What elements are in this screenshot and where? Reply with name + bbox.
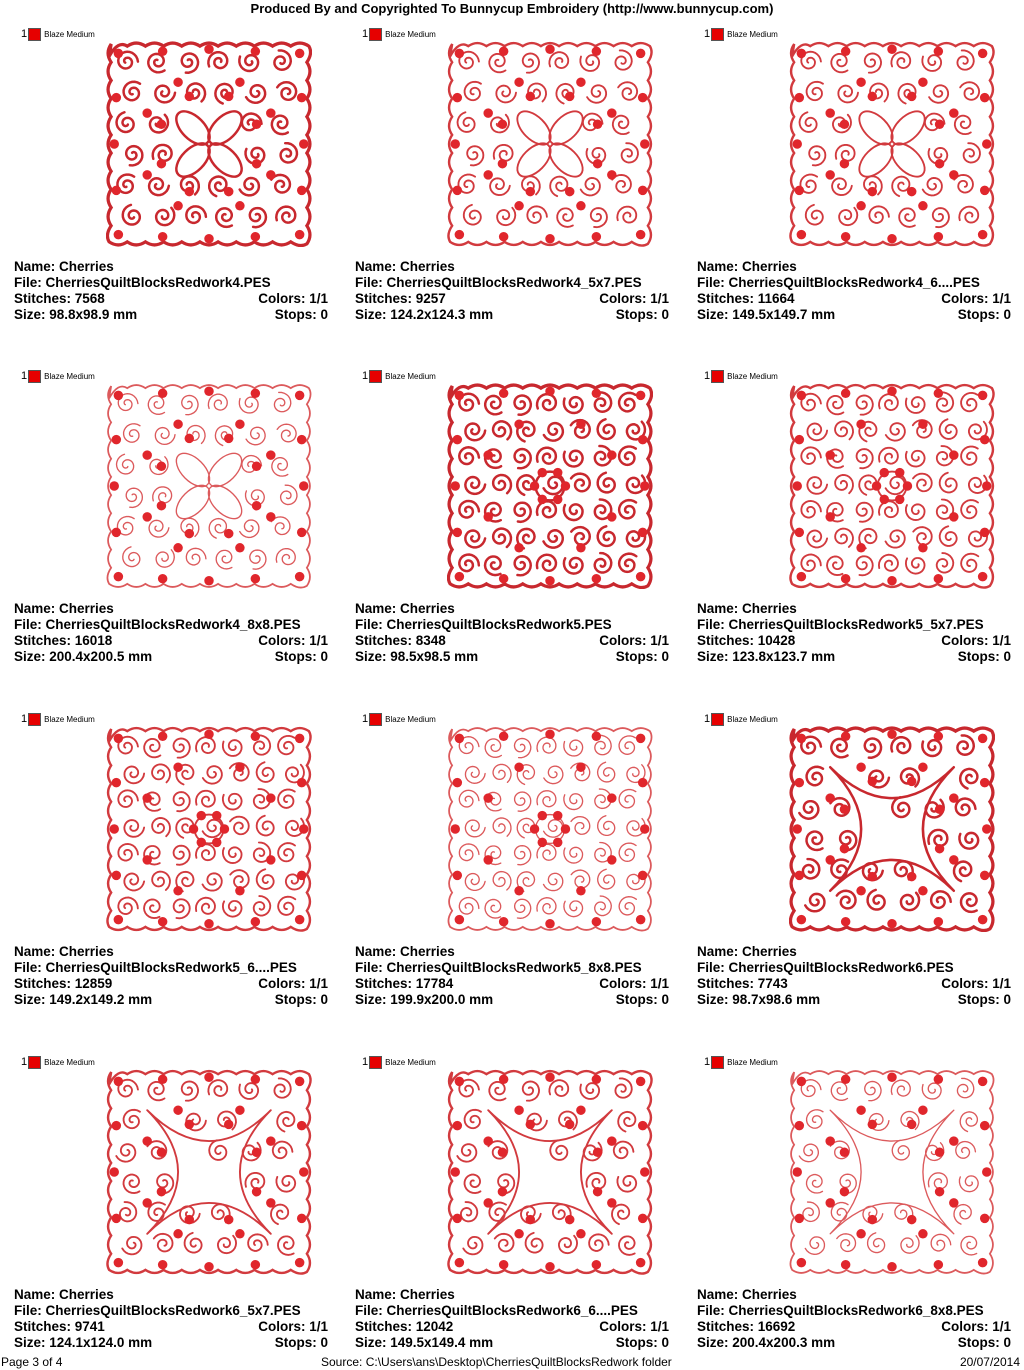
embroidery-design-image (789, 1069, 995, 1275)
design-stitches: Stitches: 16018 (14, 633, 113, 648)
design-size: Size: 123.8x123.7 mm (697, 649, 836, 664)
thread-legend (704, 27, 778, 41)
design-file: File: CherriesQuiltBlocksRedwork4_5x7.PES (355, 275, 642, 290)
design-colors: Colors: 1/1 (941, 1319, 1011, 1334)
design-file: File: CherriesQuiltBlocksRedwork5_6....PES (14, 960, 297, 975)
design-stops: Stops: 0 (957, 1335, 1011, 1350)
thread-name: Blaze Medium (44, 714, 95, 724)
design-name: Name: Cherries (355, 259, 455, 274)
thread-name: Blaze Medium (44, 1057, 95, 1067)
design-stitches: Stitches: 12859 (14, 976, 113, 991)
design-stops: Stops: 0 (274, 1335, 328, 1350)
design-info (355, 944, 669, 1008)
design-stitches: Stitches: 9257 (355, 291, 446, 306)
design-info (355, 1287, 669, 1351)
embroidery-design-image (447, 726, 653, 932)
design-card (341, 342, 683, 682)
design-name: Name: Cherries (355, 944, 455, 959)
design-info (14, 601, 328, 665)
thread-name: Blaze Medium (727, 1057, 778, 1067)
thread-legend (704, 1055, 778, 1069)
thread-number: 1 (21, 28, 28, 40)
thread-number: 1 (21, 713, 28, 725)
design-card (683, 1028, 1024, 1368)
embroidery-design-image (789, 383, 995, 589)
design-info (355, 259, 669, 323)
embroidery-design-image (789, 41, 995, 247)
thread-legend (362, 712, 436, 726)
page-number: Page 3 of 4 (1, 1355, 63, 1369)
thread-color-swatch (369, 713, 382, 726)
header-title: Produced By and Copyrighted To Bunnycup Embroidery (http://www.bunnycup.com) (250, 1, 774, 16)
embroidery-design-image (106, 1069, 312, 1275)
design-colors: Colors: 1/1 (941, 633, 1011, 648)
design-colors: Colors: 1/1 (258, 976, 328, 991)
thread-legend (362, 1055, 436, 1069)
thread-name: Blaze Medium (44, 371, 95, 381)
thread-number: 1 (362, 713, 369, 725)
design-name: Name: Cherries (355, 601, 455, 616)
design-file: File: CherriesQuiltBlocksRedwork5_5x7.PES (697, 617, 984, 632)
design-card (0, 685, 342, 1025)
design-colors: Colors: 1/1 (941, 291, 1011, 306)
design-stitches: Stitches: 11664 (697, 291, 795, 306)
design-stops: Stops: 0 (957, 992, 1011, 1007)
design-stops: Stops: 0 (615, 992, 669, 1007)
design-colors: Colors: 1/1 (599, 291, 669, 306)
design-name: Name: Cherries (14, 601, 114, 616)
thread-number: 1 (21, 370, 28, 382)
design-name: Name: Cherries (697, 944, 797, 959)
design-name: Name: Cherries (14, 1287, 114, 1302)
design-colors: Colors: 1/1 (941, 976, 1011, 991)
embroidery-design-image (106, 41, 312, 247)
design-stitches: Stitches: 7743 (697, 976, 788, 991)
embroidery-design-image (447, 1069, 653, 1275)
design-stops: Stops: 0 (274, 649, 328, 664)
thread-name: Blaze Medium (727, 714, 778, 724)
thread-legend (21, 712, 95, 726)
thread-legend (21, 1055, 95, 1069)
design-file: File: CherriesQuiltBlocksRedwork6_8x8.PES (697, 1303, 984, 1318)
thread-color-swatch (28, 713, 41, 726)
design-size: Size: 98.5x98.5 mm (355, 649, 479, 664)
thread-name: Blaze Medium (385, 29, 436, 39)
thread-legend (704, 369, 778, 383)
thread-color-swatch (28, 1056, 41, 1069)
design-info (14, 944, 328, 1008)
design-size: Size: 124.1x124.0 mm (14, 1335, 153, 1350)
design-card (0, 0, 342, 340)
design-file: File: CherriesQuiltBlocksRedwork4.PES (14, 275, 271, 290)
design-stops: Stops: 0 (957, 649, 1011, 664)
embroidery-design-image (789, 726, 995, 932)
design-file: File: CherriesQuiltBlocksRedwork5.PES (355, 617, 612, 632)
thread-legend (362, 27, 436, 41)
thread-name: Blaze Medium (44, 29, 95, 39)
design-card (341, 0, 683, 340)
design-info (14, 1287, 328, 1351)
design-size: Size: 98.7x98.6 mm (697, 992, 821, 1007)
design-info (697, 944, 1011, 1008)
embroidery-design-image (106, 383, 312, 589)
thread-number: 1 (704, 28, 711, 40)
design-info (14, 259, 328, 323)
design-stops: Stops: 0 (615, 649, 669, 664)
thread-legend (21, 369, 95, 383)
design-card (0, 342, 342, 682)
thread-name: Blaze Medium (727, 371, 778, 381)
design-colors: Colors: 1/1 (258, 291, 328, 306)
design-name: Name: Cherries (697, 259, 797, 274)
design-file: File: CherriesQuiltBlocksRedwork4_8x8.PES (14, 617, 301, 632)
thread-color-swatch (28, 28, 41, 41)
design-stitches: Stitches: 16692 (697, 1319, 796, 1334)
thread-number: 1 (704, 1056, 711, 1068)
thread-color-swatch (369, 1056, 382, 1069)
embroidery-design-image (447, 383, 653, 589)
design-name: Name: Cherries (14, 944, 114, 959)
design-card (683, 685, 1024, 1025)
design-size: Size: 124.2x124.3 mm (355, 307, 494, 322)
thread-legend (362, 369, 436, 383)
thread-number: 1 (21, 1056, 28, 1068)
design-stitches: Stitches: 7568 (14, 291, 105, 306)
thread-color-swatch (369, 370, 382, 383)
design-card (683, 0, 1024, 340)
design-info (697, 259, 1011, 323)
design-name: Name: Cherries (697, 1287, 797, 1302)
thread-name: Blaze Medium (385, 371, 436, 381)
thread-number: 1 (704, 370, 711, 382)
design-info (697, 601, 1011, 665)
design-size: Size: 199.9x200.0 mm (355, 992, 494, 1007)
design-size: Size: 200.4x200.3 mm (697, 1335, 836, 1350)
embroidery-design-image (447, 41, 653, 247)
design-stitches: Stitches: 12042 (355, 1319, 454, 1334)
design-file: File: CherriesQuiltBlocksRedwork5_8x8.PES (355, 960, 642, 975)
thread-number: 1 (362, 28, 369, 40)
design-stops: Stops: 0 (957, 307, 1011, 322)
thread-legend (704, 712, 778, 726)
thread-name: Blaze Medium (385, 1057, 436, 1067)
thread-color-swatch (711, 28, 724, 41)
design-name: Name: Cherries (14, 259, 114, 274)
design-colors: Colors: 1/1 (258, 633, 328, 648)
design-card (341, 1028, 683, 1368)
thread-color-swatch (711, 370, 724, 383)
design-stops: Stops: 0 (274, 307, 328, 322)
design-name: Name: Cherries (697, 601, 797, 616)
thread-legend (21, 27, 95, 41)
design-card (0, 1028, 342, 1368)
thread-number: 1 (704, 713, 711, 725)
thread-number: 1 (362, 1056, 369, 1068)
source-path: Source: C:\Users\ans\Desktop\CherriesQuiltBlocksRedwork folder (321, 1355, 672, 1369)
design-stitches: Stitches: 8348 (355, 633, 446, 648)
design-name: Name: Cherries (355, 1287, 455, 1302)
print-date: 20/07/2014 (959, 1355, 1020, 1369)
design-file: File: CherriesQuiltBlocksRedwork6_5x7.PES (14, 1303, 301, 1318)
design-file: File: CherriesQuiltBlocksRedwork6.PES (697, 960, 954, 975)
page-footer (0, 1354, 1024, 1370)
design-size: Size: 149.5x149.4 mm (355, 1335, 494, 1350)
design-info (697, 1287, 1011, 1351)
embroidery-design-image (106, 726, 312, 932)
thread-number: 1 (362, 370, 369, 382)
design-size: Size: 149.2x149.2 mm (14, 992, 153, 1007)
design-colors: Colors: 1/1 (599, 976, 669, 991)
thread-color-swatch (711, 713, 724, 726)
design-colors: Colors: 1/1 (599, 633, 669, 648)
design-info (355, 601, 669, 665)
thread-color-swatch (369, 28, 382, 41)
design-colors: Colors: 1/1 (599, 1319, 669, 1334)
thread-color-swatch (711, 1056, 724, 1069)
design-stops: Stops: 0 (615, 307, 669, 322)
design-stops: Stops: 0 (615, 1335, 669, 1350)
thread-color-swatch (28, 370, 41, 383)
design-size: Size: 149.5x149.7 mm (697, 307, 836, 322)
design-stitches: Stitches: 10428 (697, 633, 796, 648)
design-stops: Stops: 0 (274, 992, 328, 1007)
design-file: File: CherriesQuiltBlocksRedwork4_6....PES (697, 275, 980, 290)
thread-name: Blaze Medium (727, 29, 778, 39)
design-card (683, 342, 1024, 682)
thread-name: Blaze Medium (385, 714, 436, 724)
design-size: Size: 200.4x200.5 mm (14, 649, 153, 664)
design-card (341, 685, 683, 1025)
design-stitches: Stitches: 17784 (355, 976, 454, 991)
design-size: Size: 98.8x98.9 mm (14, 307, 138, 322)
design-file: File: CherriesQuiltBlocksRedwork6_6....PES (355, 1303, 638, 1318)
design-colors: Colors: 1/1 (258, 1319, 328, 1334)
design-stitches: Stitches: 9741 (14, 1319, 105, 1334)
